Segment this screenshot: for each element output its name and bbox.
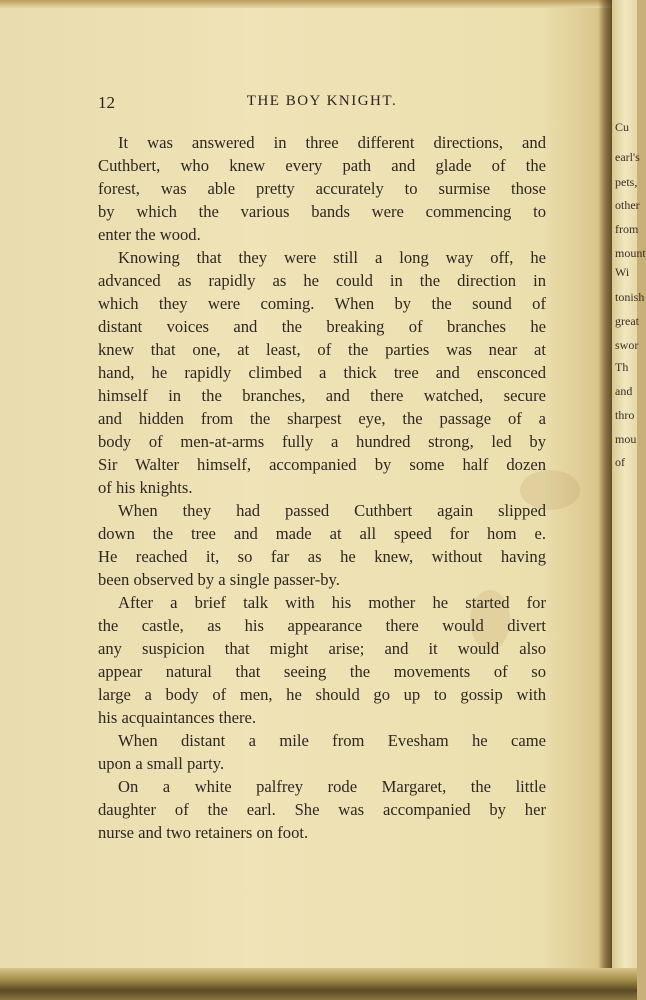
next-page-fragment: swor bbox=[615, 338, 639, 352]
text-line: It was answered in three different directions, and bbox=[118, 133, 546, 152]
paragraph bbox=[98, 729, 546, 775]
text-line: by which the various bands were commencing to bbox=[98, 202, 546, 221]
text-line: large a body of men, he should go up to gossip with bbox=[98, 685, 546, 704]
text-line: daughter of the earl. She was accompanied by her bbox=[98, 800, 546, 819]
page-top-edge bbox=[0, 0, 637, 8]
text-line: Cuthbert, who knew every path and glade of the bbox=[98, 156, 546, 175]
paragraph bbox=[98, 591, 546, 729]
text-line: He reached it, so far as he knew, without having bbox=[98, 547, 546, 566]
text-line: upon a small party. bbox=[98, 754, 225, 773]
page-bottom-edge bbox=[0, 968, 637, 1000]
text-line: After a brief talk with his mother he started for bbox=[118, 593, 546, 612]
text-line: which they were coming. When by the sound of bbox=[98, 294, 546, 313]
text-line: Knowing that they were still a long way off, he bbox=[118, 248, 546, 267]
text-line: forest, was able pretty accurately to surmise those bbox=[98, 179, 546, 198]
page-number: 12 bbox=[98, 93, 115, 112]
text-line: body of men-at-arms fully a hundred strong, led by bbox=[98, 432, 546, 451]
next-page-fragment: pets, bbox=[615, 175, 638, 189]
next-page-fragment: thro bbox=[615, 408, 635, 422]
text-line: his acquaintances there. bbox=[98, 708, 257, 727]
text-line: nurse and two retainers on foot. bbox=[98, 823, 309, 842]
text-line: of his knights. bbox=[98, 478, 193, 497]
text-line: appear natural that seeing the movements of so bbox=[98, 662, 546, 681]
paragraph bbox=[98, 775, 546, 844]
next-page-fragment: earl's bbox=[615, 150, 640, 164]
text-line: down the tree and made at all speed for hom e. bbox=[98, 524, 546, 543]
next-page-fragment: and bbox=[615, 384, 633, 398]
next-page-fragment: from bbox=[615, 222, 639, 236]
next-page-fragment: mount bbox=[615, 246, 646, 260]
next-page-fragment: Th bbox=[615, 360, 629, 374]
text-line: When distant a mile from Evesham he came bbox=[118, 731, 546, 750]
text-line: enter the wood. bbox=[98, 225, 201, 244]
next-page-fragment: great bbox=[615, 314, 639, 328]
next-page-fragment: tonish bbox=[615, 290, 645, 304]
running-head: THE BOY KNIGHT. bbox=[246, 93, 398, 109]
text-line: himself in the branches, and there watched, secure bbox=[98, 386, 546, 405]
gutter-shadow bbox=[598, 0, 612, 1000]
paragraph bbox=[98, 131, 546, 246]
page-header bbox=[98, 93, 546, 115]
text-line: knew that one, at least, of the parties was near at bbox=[98, 340, 546, 359]
text-line: When they had passed Cuthbert again slipped bbox=[118, 501, 546, 520]
text-line: hand, he rapidly climbed a thick tree and ensconced bbox=[98, 363, 546, 382]
paragraph bbox=[98, 246, 546, 499]
next-page-fragment: other bbox=[615, 198, 640, 212]
text-line: Sir Walter himself, accompanied by some half dozen bbox=[98, 455, 546, 474]
text-line: any suspicion that might arise; and it would also bbox=[98, 639, 546, 658]
next-page-edge bbox=[612, 0, 646, 1000]
text-line: advanced as rapidly as he could in the direction in bbox=[98, 271, 546, 290]
next-page-fragment: mou bbox=[615, 432, 637, 446]
text-line: the castle, as his appearance there would divert bbox=[98, 616, 546, 635]
text-line: On a white palfrey rode Margaret, the little bbox=[118, 777, 546, 796]
text-line: been observed by a single passer-by. bbox=[98, 570, 340, 589]
next-page-fragment: Wi bbox=[615, 265, 630, 279]
text-line: and hidden from the sharpest eye, the passage of a bbox=[98, 409, 546, 428]
next-page-fragment: Cu bbox=[615, 120, 630, 134]
body-text bbox=[98, 131, 546, 844]
text-line: distant voices and the breaking of branches he bbox=[98, 317, 546, 336]
paragraph bbox=[98, 499, 546, 591]
next-page-fragment: of bbox=[615, 455, 625, 469]
